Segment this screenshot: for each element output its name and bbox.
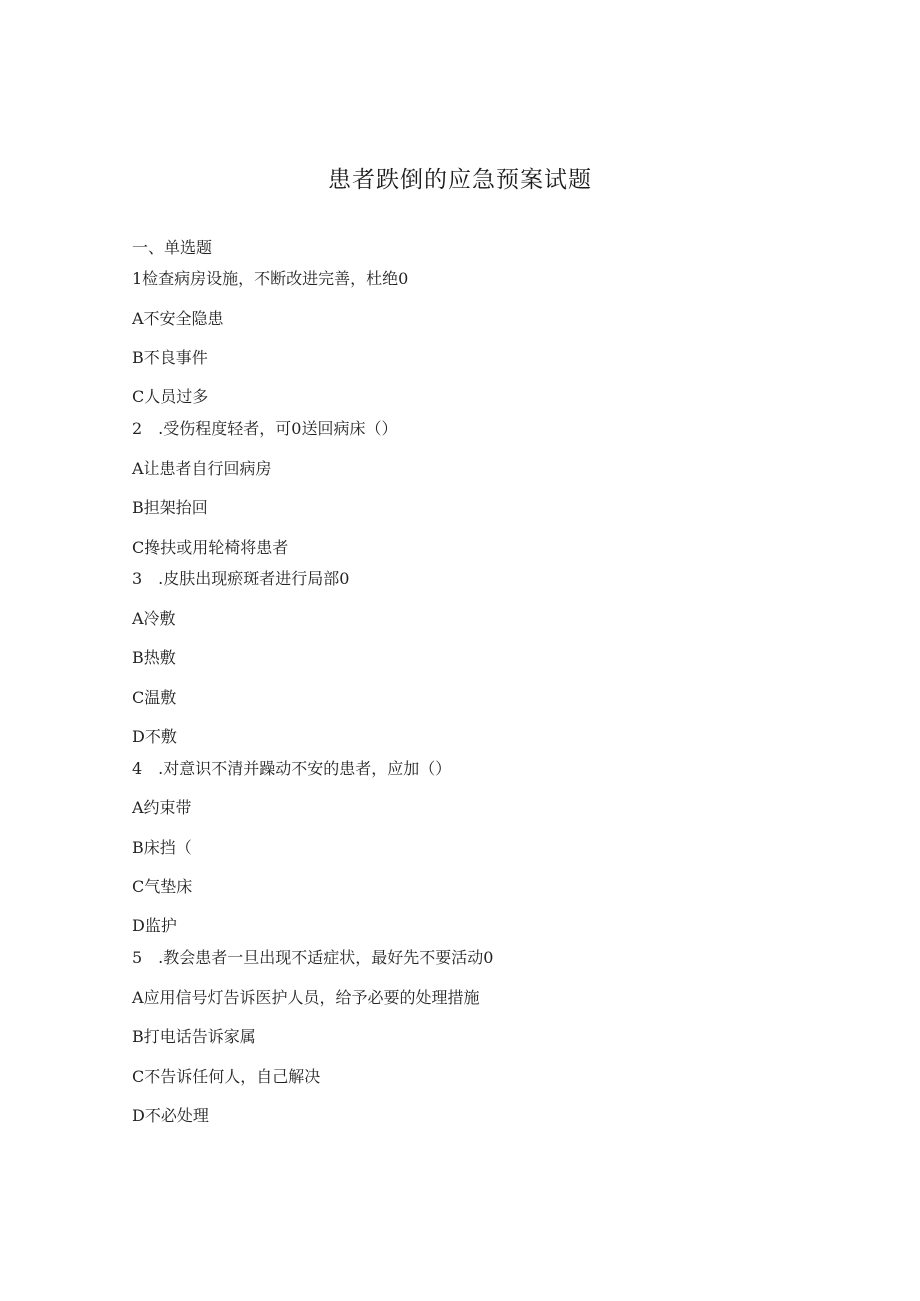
question-4-option-c: C气垫床 bbox=[132, 877, 193, 896]
question-2-option-c: C搀扶或用轮椅将患者 bbox=[132, 538, 289, 557]
question-3-option-c: C温敷 bbox=[132, 688, 177, 707]
question-1-option-c: C人员过多 bbox=[132, 387, 209, 406]
question-1-stem: 1检查病房设施，不断改进完善，杜绝0 bbox=[132, 269, 409, 288]
question-3-option-b: B热敷 bbox=[132, 648, 176, 667]
document-title: 患者跌倒的应急预案试题 bbox=[328, 167, 592, 193]
question-4-option-d: D监护 bbox=[132, 916, 177, 935]
question-4-option-a: A约束带 bbox=[132, 798, 192, 817]
question-1-option-b: B不良事件 bbox=[132, 348, 208, 367]
question-5-option-a: A应用信号灯告诉医护人员，给予必要的处理措施 bbox=[132, 988, 480, 1007]
question-3-option-a: A冷敷 bbox=[132, 609, 176, 628]
question-5-option-c: C不告诉任何人，自己解决 bbox=[132, 1067, 321, 1086]
question-4-stem: 4 .对意识不清并躁动不安的患者，应加（） bbox=[132, 759, 452, 778]
question-3-stem: 3 .皮肤出现瘀斑者进行局部0 bbox=[132, 569, 350, 588]
question-5-stem: 5 .教会患者一旦出现不适症状，最好先不要活动0 bbox=[132, 948, 494, 967]
question-2-option-b: B担架抬回 bbox=[132, 498, 208, 517]
question-5-option-b: B打电话告诉家属 bbox=[132, 1027, 256, 1046]
question-2-option-a: A让患者自行回病房 bbox=[132, 459, 272, 478]
question-3-option-d: D不敷 bbox=[132, 727, 177, 746]
question-2-stem: 2 .受伤程度轻者，可0送回病床（） bbox=[132, 419, 398, 438]
section-heading: 一、单选题 bbox=[132, 238, 213, 257]
question-4-option-b: B床挡（ bbox=[132, 838, 192, 857]
question-1-option-a: A不安全隐患 bbox=[132, 309, 224, 328]
question-5-option-d: D不必处理 bbox=[132, 1106, 209, 1125]
